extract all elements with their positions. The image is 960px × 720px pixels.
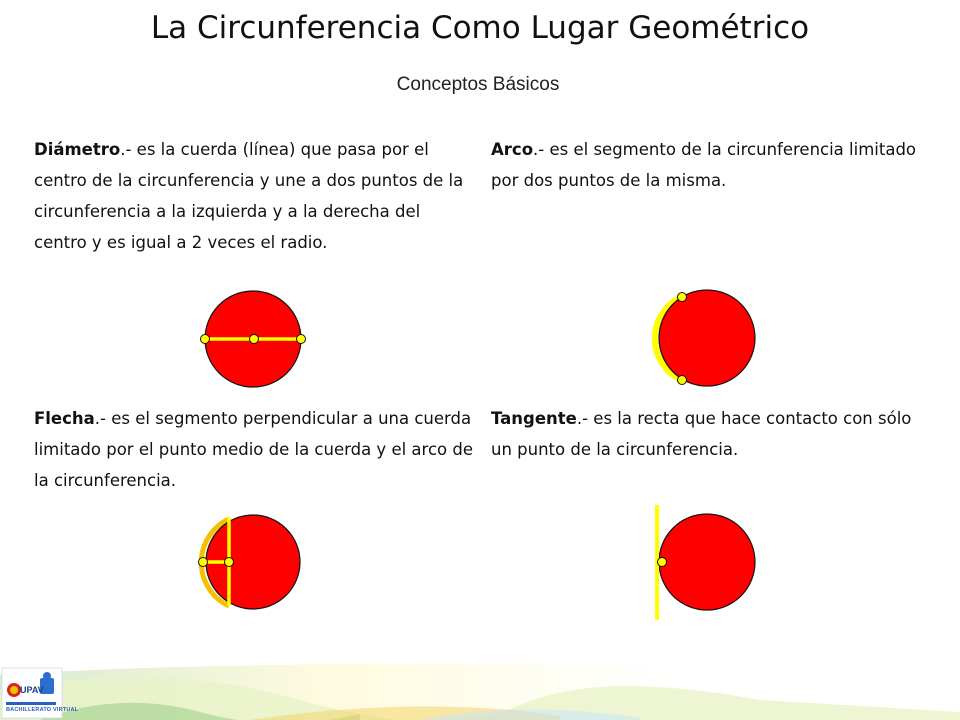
logo-tagline: BACHILLERATO VIRTUAL	[6, 707, 79, 713]
figure-arco	[655, 290, 755, 386]
figure-flecha	[199, 515, 301, 609]
term-arco: Arco	[491, 140, 534, 159]
flecha-point-mid	[225, 558, 234, 567]
term-flecha: Flecha	[34, 409, 95, 428]
figure-tangente	[657, 505, 755, 620]
diametro-point-center	[250, 335, 259, 344]
logo-name: UPAV	[20, 685, 44, 695]
flecha-point-arc	[199, 558, 208, 567]
tangente-circle	[659, 514, 755, 610]
diametro-point-right	[297, 335, 306, 344]
text-diametro: .- es la cuerda (línea) que pasa por el centro de la circunferencia y une a dos puntos de la circunferencia a la izquierda y a la derecha del centro y es igual a 2 veces el radio.	[34, 140, 464, 252]
footer-decoration	[0, 664, 960, 720]
arco-circle	[659, 290, 755, 386]
figure-diametro	[201, 291, 306, 387]
term-diametro: Diámetro	[34, 140, 121, 159]
text-tangente: .- es la recta que hace contacto con sólo un punto de la circunferencia.	[491, 409, 912, 459]
tangente-point	[658, 558, 667, 567]
diametro-point-left	[201, 335, 210, 344]
arco-point-bottom	[678, 376, 687, 385]
term-tangente: Tangente	[491, 409, 577, 428]
text-flecha: .- es el segmento perpendicular a una cuerda limitado por el punto medio de la cuerda y el arco de la circunferencia.	[34, 409, 473, 490]
page-subtitle: Conceptos Básicos	[396, 74, 560, 95]
text-arco: .- es el segmento de la circunferencia limitado por dos puntos de la misma.	[491, 140, 917, 190]
page-title: La Circunferencia Como Lugar Geométrico	[150, 10, 810, 46]
arco-point-top	[678, 293, 687, 302]
